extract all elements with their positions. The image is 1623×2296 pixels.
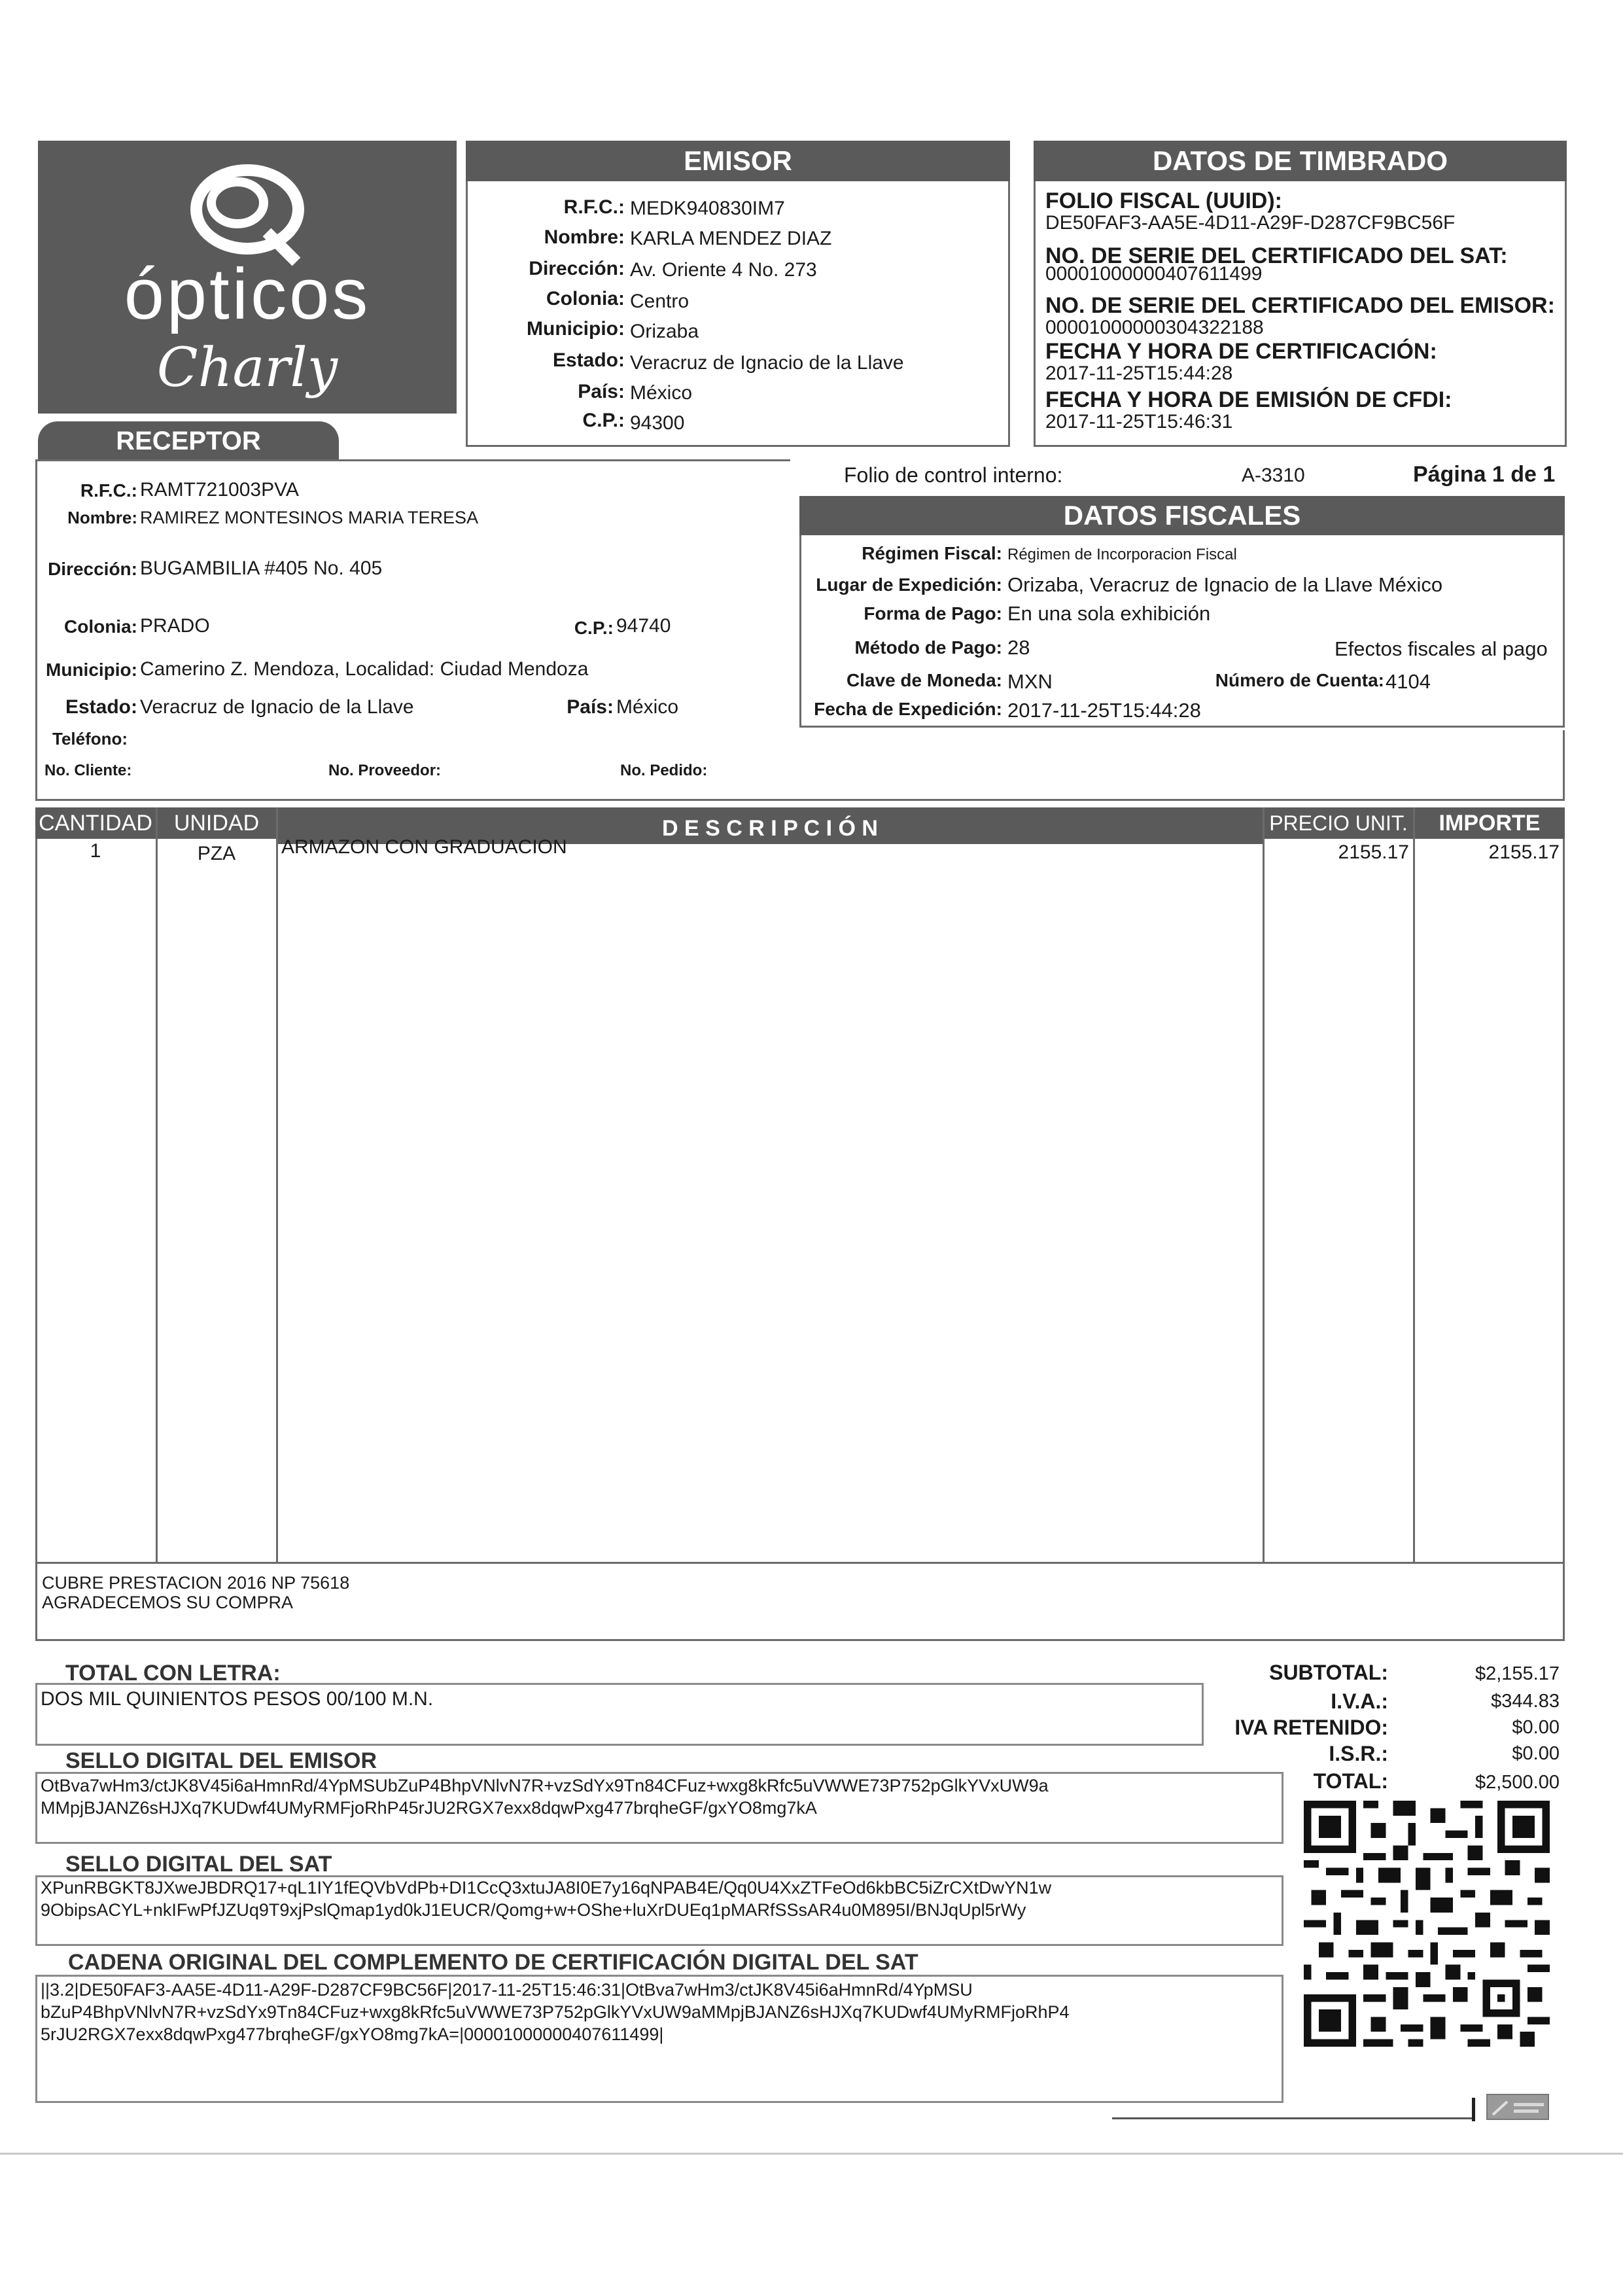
row-unidad: PZA bbox=[197, 843, 236, 864]
cert-emisor-label: NO. DE SERIE DEL CERTIFICADO DEL EMISOR: bbox=[1045, 293, 1555, 318]
efectos-value: Efectos fiscales al pago bbox=[1335, 637, 1548, 660]
receptor-municipio-label: Municipio: bbox=[46, 660, 137, 680]
page-edge bbox=[0, 2153, 1623, 2155]
receptor-proveedor-label: No. Proveedor: bbox=[328, 762, 442, 779]
receptor-cliente-label: No. Cliente: bbox=[44, 762, 132, 779]
metodo-label: Método de Pago: bbox=[854, 637, 1002, 658]
row-importe: 2155.17 bbox=[1488, 841, 1560, 863]
iva-retenido-value: $0.00 bbox=[1512, 1717, 1560, 1738]
emisor-municipio-label: Municipio: bbox=[527, 318, 625, 340]
subtotal-value: $2,155.17 bbox=[1475, 1663, 1560, 1684]
cadena-line-3: 5rJU2RGX7exx8dqwPxg477brqheGF/gxYO8mg7kA=|00001000000407611499| bbox=[41, 2024, 664, 2044]
moneda-value: MXN bbox=[1007, 670, 1053, 693]
fecha-emision-label: FECHA Y HORA DE EMISIÓN DE CFDI: bbox=[1045, 387, 1452, 412]
logo-panel bbox=[38, 141, 457, 414]
emisor-estado-label: Estado: bbox=[552, 349, 625, 371]
col-importe-header: IMPORTE bbox=[1414, 807, 1565, 839]
iva-label: I.V.A.: bbox=[1331, 1689, 1388, 1713]
qr-code-icon bbox=[1290, 1801, 1563, 2047]
sello-emisor-label: SELLO DIGITAL DEL EMISOR bbox=[65, 1748, 377, 1773]
iva-value: $344.83 bbox=[1491, 1691, 1560, 1712]
forma-value: En una sola exhibición bbox=[1007, 602, 1211, 625]
metodo-value: 28 bbox=[1007, 636, 1030, 659]
note-line-2: AGRADECEMOS SU COMPRA bbox=[42, 1593, 294, 1612]
sello-emisor-line-1: OtBva7wHm3/ctJK8V45i6aHmnRd/4YpMSUbZuP4BhpVNlvN7R+vzSdYx9Tn84CFuz+wxg8kRfc5uVWWE73P752pGlkYVxUW9a bbox=[41, 1776, 1049, 1795]
emisor-colonia-label: Colonia: bbox=[546, 288, 625, 309]
cadena-line-1: ||3.2|DE50FAF3-AA5E-4D11-A29F-D287CF9BC56F|2017-11-25T15:46:31|OtBva7wHm3/ctJK8V45i6aHmnRd/4YpMSU bbox=[41, 1980, 973, 2000]
optics-logo-icon bbox=[175, 157, 319, 268]
footer-mark bbox=[1472, 2098, 1475, 2121]
receptor-telefono-label: Teléfono: bbox=[52, 729, 128, 749]
emisor-cp-label: C.P.: bbox=[582, 410, 625, 431]
sello-sat-line-1: XPunRBGKT8JXweJBDRQ17+qL1IY1fEQVbVdPb+DI1CcQ3xtuJA8I0E7y16qNPAB4E/Qq0U4XxZTFeOd6kbBC5iZrCXtDwYN1w bbox=[41, 1878, 1052, 1898]
receptor-nombre: RAMIREZ MONTESINOS MARIA TERESA bbox=[140, 508, 479, 527]
emisor-pais-label: País: bbox=[578, 381, 625, 402]
cadena-label: CADENA ORIGINAL DEL COMPLEMENTO DE CERTIFICACIÓN DIGITAL DEL SAT bbox=[68, 1950, 918, 1975]
col-divider bbox=[1263, 807, 1265, 1564]
table-row bbox=[35, 836, 1565, 873]
cert-emisor-value: 00001000000304322188 bbox=[1045, 317, 1264, 338]
receptor-pais-label: País: bbox=[567, 696, 614, 718]
emisor-pais: México bbox=[630, 382, 693, 404]
receptor-pais: México bbox=[616, 696, 679, 718]
col-divider bbox=[276, 807, 278, 1564]
fecha-emision-value: 2017-11-25T15:46:31 bbox=[1045, 411, 1233, 433]
regimen-value: Régimen de Incorporacion Fiscal bbox=[1007, 546, 1237, 563]
moneda-label: Clave de Moneda: bbox=[846, 670, 1002, 690]
subtotal-label: SUBTOTAL: bbox=[1269, 1661, 1388, 1684]
forma-label: Forma de Pago: bbox=[864, 603, 1002, 624]
emisor-nombre-label: Nombre: bbox=[544, 226, 625, 248]
total-letra-label: TOTAL CON LETRA: bbox=[65, 1661, 281, 1686]
receptor-municipio: Camerino Z. Mendoza, Localidad: Ciudad Mendoza bbox=[140, 658, 589, 680]
timbrado-header: DATOS DE TIMBRADO bbox=[1034, 141, 1567, 181]
fecha-cert-value: 2017-11-25T15:44:28 bbox=[1045, 362, 1233, 384]
uuid-value: DE50FAF3-AA5E-4D11-A29F-D287CF9BC56F bbox=[1045, 212, 1456, 234]
uuid-label: FOLIO FISCAL (UUID): bbox=[1045, 188, 1282, 213]
items-table bbox=[35, 807, 1565, 1564]
emisor-colonia: Centro bbox=[630, 291, 689, 312]
fecha-cert-label: FECHA Y HORA DE CERTIFICACIÓN: bbox=[1045, 339, 1437, 364]
receptor-estado: Veracruz de Ignacio de la Llave bbox=[140, 696, 414, 718]
row-cantidad: 1 bbox=[90, 840, 101, 862]
col-descripcion-header: D E S C R I P C I Ó N bbox=[277, 813, 1263, 844]
receptor-direccion: BUGAMBILIA #405 No. 405 bbox=[140, 557, 383, 579]
emisor-rfc: MEDK940830IM7 bbox=[630, 198, 785, 219]
footer-divider bbox=[1112, 2117, 1472, 2119]
cadena-line-2: bZuP4BhpVNlvN7R+vzSdYx9Tn84CFuz+wxg8kRfc5uVWWE73P752pGlkYVxUW9aMMpjBJANZ6sHJXq7KUDwf4UMyRMFjoRhP4 bbox=[41, 2002, 1070, 2022]
emisor-nombre: KARLA MENDEZ DIAZ bbox=[630, 228, 832, 249]
receptor-rfc: RAMT721003PVA bbox=[140, 479, 299, 501]
lugar-value: Orizaba, Veracruz de Ignacio de la Llave México bbox=[1007, 573, 1443, 596]
emisor-municipio: Orizaba bbox=[630, 321, 699, 342]
fecha-exp-label: Fecha de Expedición: bbox=[814, 699, 1002, 719]
folio-control-label: Folio de control interno: bbox=[844, 463, 1063, 487]
cert-sat-label: NO. DE SERIE DEL CERTIFICADO DEL SAT: bbox=[1045, 243, 1508, 268]
pagina: Página 1 de 1 bbox=[1413, 462, 1556, 487]
row-precio: 2155.17 bbox=[1338, 841, 1409, 863]
row-descripcion: ARMAZON CON GRADUACION bbox=[281, 836, 567, 858]
receptor-header: RECEPTOR bbox=[38, 421, 339, 461]
receptor-cp: 94740 bbox=[616, 615, 671, 637]
col-divider bbox=[1413, 807, 1415, 1564]
col-divider bbox=[156, 807, 158, 1564]
receptor-pedido-label: No. Pedido: bbox=[620, 762, 708, 779]
folio-control: A-3310 bbox=[1242, 465, 1305, 486]
receptor-colonia-label: Colonia: bbox=[64, 616, 137, 637]
isr-label: I.S.R.: bbox=[1329, 1742, 1388, 1765]
fecha-exp-value: 2017-11-25T15:44:28 bbox=[1007, 699, 1201, 722]
sello-sat-label: SELLO DIGITAL DEL SAT bbox=[65, 1852, 332, 1877]
regimen-label: Régimen Fiscal: bbox=[862, 543, 1002, 563]
logo-script: Charly bbox=[156, 337, 338, 399]
isr-value: $0.00 bbox=[1512, 1743, 1560, 1764]
emisor-estado: Veracruz de Ignacio de la Llave bbox=[630, 352, 904, 374]
logo-brand: ópticos bbox=[124, 254, 371, 334]
sello-sat-line-2: 9ObipsACYL+nkIFwPfJZUq9T9xjPslQmap1yd0kJ1EUCR/Qomg+w+OShe+luXrDUEq1pMARfSSsAR4u0M895I/BNJqUpl5rWy bbox=[41, 1900, 1026, 1920]
emisor-direccion: Av. Oriente 4 No. 273 bbox=[630, 259, 817, 281]
cert-sat-value: 00001000000407611499 bbox=[1045, 263, 1263, 285]
receptor-nombre-label: Nombre: bbox=[67, 508, 137, 527]
note-line-1: CUBRE PRESTACION 2016 NP 75618 bbox=[42, 1573, 350, 1593]
col-cantidad-header: CANTIDAD bbox=[35, 807, 156, 839]
total-value: $2,500.00 bbox=[1475, 1772, 1560, 1793]
emisor-header: EMISOR bbox=[466, 141, 1010, 181]
lugar-label: Lugar de Expedición: bbox=[816, 574, 1002, 595]
col-unidad-header: UNIDAD bbox=[157, 807, 276, 839]
emisor-cp: 94300 bbox=[630, 412, 685, 434]
fiscales-header: DATOS FISCALES bbox=[799, 496, 1565, 535]
total-label: TOTAL: bbox=[1313, 1769, 1388, 1793]
receptor-colonia: PRADO bbox=[140, 615, 210, 637]
receptor-estado-label: Estado: bbox=[65, 696, 137, 718]
emisor-direccion-label: Dirección: bbox=[529, 258, 625, 279]
receptor-cp-label: C.P.: bbox=[574, 618, 614, 638]
sello-emisor-line-2: MMpjBJANZ6sHJXq7KUDwf4UMyRMFjoRhP45rJU2RGX7exx8dqwPxg477brqheGF/gxYO8mg7kA bbox=[41, 1798, 817, 1818]
receptor-direccion-label: Dirección: bbox=[48, 559, 137, 579]
pac-badge-icon bbox=[1486, 2094, 1549, 2120]
cuenta-label: Número de Cuenta: bbox=[1215, 670, 1384, 690]
receptor-rfc-label: R.F.C.: bbox=[80, 480, 137, 501]
iva-retenido-label: IVA RETENIDO: bbox=[1234, 1716, 1388, 1739]
emisor-rfc-label: R.F.C.: bbox=[563, 196, 625, 218]
cuenta-value: 4104 bbox=[1386, 670, 1431, 693]
col-precio-header: PRECIO UNIT. bbox=[1264, 807, 1413, 839]
total-letra-value: DOS MIL QUINIENTOS PESOS 00/100 M.N. bbox=[41, 1688, 434, 1710]
